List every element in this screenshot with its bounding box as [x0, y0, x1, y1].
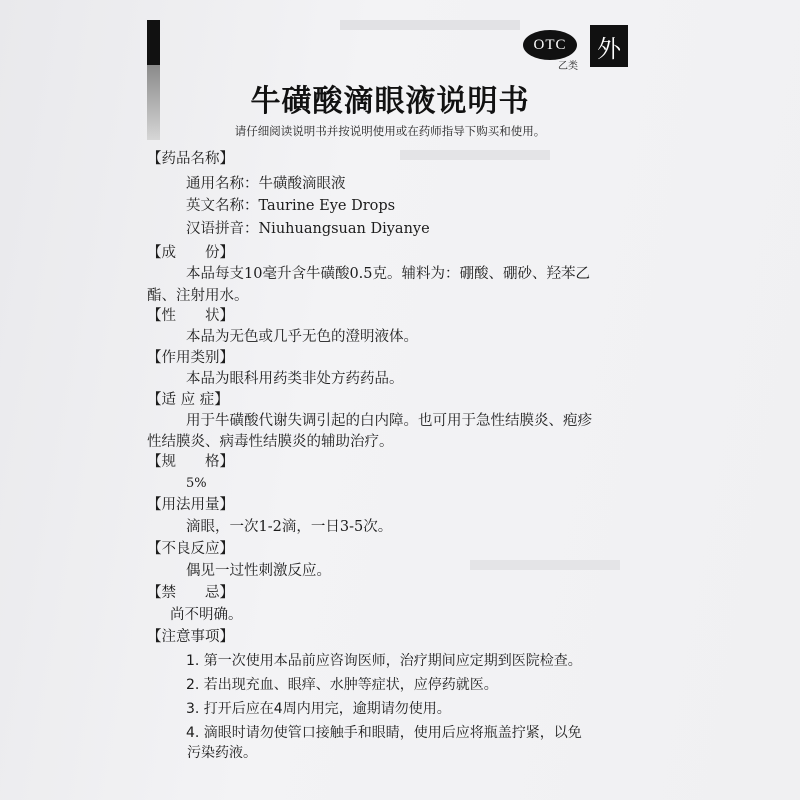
category-text: 本品为眼科用药类非处方药药品。 — [186, 371, 404, 387]
section-heading-indications: 【适 应 症】 — [147, 392, 229, 408]
section-heading-adverse: 【不良反应】 — [147, 541, 234, 557]
section-heading-category: 【作用类别】 — [147, 350, 234, 366]
show-through-shadow — [470, 560, 620, 570]
english-name: 英文名称：Taurine Eye Drops — [186, 198, 396, 214]
section-heading-composition: 【成 份】 — [147, 245, 234, 261]
section-heading-contraindications: 【禁 忌】 — [147, 585, 234, 601]
section-heading-precautions: 【注意事项】 — [147, 629, 234, 645]
dosage-text: 滴眼，一次1-2滴，一日3-5次。 — [186, 519, 393, 535]
section-heading-description: 【性 状】 — [147, 308, 234, 324]
precaution-item-4-line-1: 4. 滴眼时请勿使管口接触手和眼睛，使用后应将瓶盖拧紧，以免 — [186, 725, 582, 741]
document-title: 牛磺酸滴眼液说明书 — [250, 84, 530, 119]
indications-line-2: 性结膜炎、病毒性结膜炎的辅助治疗。 — [147, 434, 394, 450]
precaution-item-4-line-2: 污染药液。 — [187, 745, 257, 761]
registration-bar — [147, 20, 160, 65]
contraindications-text: 尚不明确。 — [170, 607, 243, 623]
precaution-item-1: 1. 第一次使用本品前应咨询医师，治疗期间应定期到医院检查。 — [186, 653, 582, 669]
pinyin-name: 汉语拼音：Niuhuangsuan Diyanye — [186, 221, 430, 237]
precaution-item-3: 3. 打开后应在4周内用完，逾期请勿使用。 — [186, 701, 451, 717]
otc-class-label: 乙类 — [558, 61, 578, 72]
document-subtitle: 请仔细阅读说明书并按说明使用或在药师指导下购买和使用。 — [234, 124, 546, 138]
otc-badge: OTC — [523, 30, 577, 60]
external-use-badge: 外 — [590, 25, 628, 67]
section-heading-spec: 【规 格】 — [147, 454, 234, 470]
gradient-bar — [147, 65, 160, 140]
show-through-shadow — [340, 20, 520, 30]
composition-line-2: 酯、注射用水。 — [147, 288, 249, 304]
show-through-shadow — [400, 150, 550, 160]
spec-text: 5% — [186, 476, 207, 491]
adverse-text: 偶见一过性刺激反应。 — [186, 563, 331, 579]
precaution-item-2: 2. 若出现充血、眼痒、水肿等症状，应停药就医。 — [186, 677, 498, 693]
description-text: 本品为无色或几乎无色的澄明液体。 — [186, 329, 418, 345]
section-heading-dosage: 【用法用量】 — [147, 497, 234, 513]
indications-line-1: 用于牛磺酸代谢失调引起的白内障。也可用于急性结膜炎、疱疹 — [186, 413, 592, 429]
section-heading-name: 【药品名称】 — [147, 151, 234, 167]
composition-line-1: 本品每支10毫升含牛磺酸0.5克。辅料为：硼酸、硼砂、羟苯乙 — [186, 266, 591, 282]
generic-name: 通用名称：牛磺酸滴眼液 — [186, 176, 346, 192]
